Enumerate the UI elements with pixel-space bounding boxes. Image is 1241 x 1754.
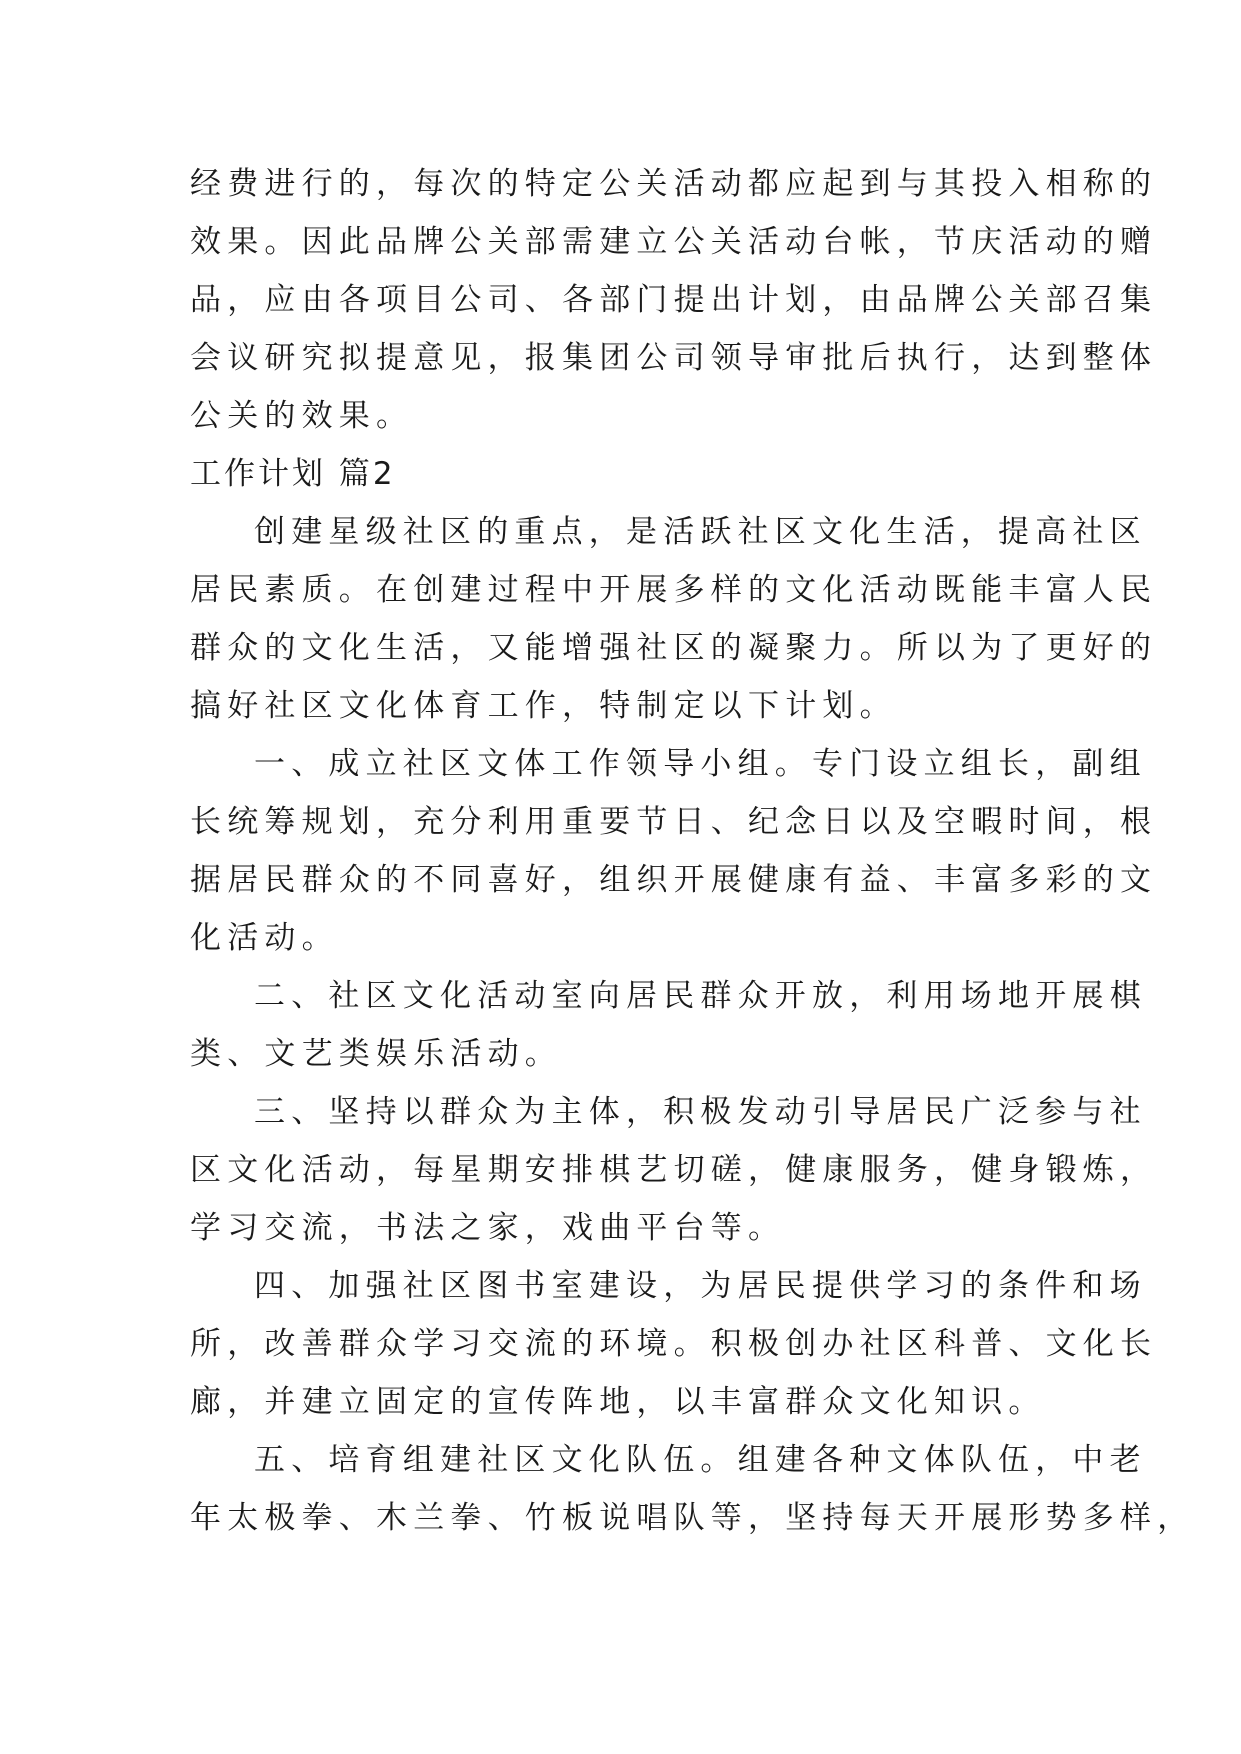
paragraph-line: 公关的效果。 <box>190 398 414 434</box>
paragraph-line: 搞好社区文化体育工作，特制定以下计划。 <box>190 688 897 724</box>
paragraph-line: 经费进行的，每次的特定公关活动都应起到与其投入相称的 <box>190 166 1158 202</box>
paragraph-line: 会议研究拟提意见，报集团公司领导审批后执行，达到整体 <box>190 340 1158 376</box>
paragraph-line: 一、成立社区文体工作领导小组。专门设立组长，副组 <box>254 746 1147 782</box>
section-heading: 工作计划 篇2 <box>190 456 396 492</box>
paragraph-line: 创建星级社区的重点，是活跃社区文化生活，提高社区 <box>254 514 1147 550</box>
paragraph-line: 居民素质。在创建过程中开展多样的文化活动既能丰富人民 <box>190 572 1158 608</box>
paragraph-line: 二、社区文化活动室向居民群众开放，利用场地开展棋 <box>254 978 1147 1014</box>
paragraph-line: 效果。因此品牌公关部需建立公关活动台帐，节庆活动的赠 <box>190 224 1158 260</box>
paragraph-line: 据居民群众的不同喜好，组织开展健康有益、丰富多彩的文 <box>190 862 1158 898</box>
paragraph-line: 长统筹规划，充分利用重要节日、纪念日以及空暇时间，根 <box>190 804 1158 840</box>
paragraph-line: 品，应由各项目公司、各部门提出计划，由品牌公关部召集 <box>190 282 1158 318</box>
paragraph-line: 三、坚持以群众为主体，积极发动引导居民广泛参与社 <box>254 1094 1147 1130</box>
paragraph-line: 廊，并建立固定的宣传阵地，以丰富群众文化知识。 <box>190 1384 1046 1420</box>
paragraph-line: 所，改善群众学习交流的环境。积极创办社区科普、文化长 <box>190 1326 1158 1362</box>
paragraph-line: 五、培育组建社区文化队伍。组建各种文体队伍，中老 <box>254 1442 1147 1478</box>
paragraph-line: 类、文艺类娱乐活动。 <box>190 1036 562 1072</box>
paragraph-line: 区文化活动，每星期安排棋艺切磋，健康服务，健身锻炼， <box>190 1152 1158 1188</box>
paragraph-line: 群众的文化生活，又能增强社区的凝聚力。所以为了更好的 <box>190 630 1158 666</box>
paragraph-line: 四、加强社区图书室建设，为居民提供学习的条件和场 <box>254 1268 1147 1304</box>
paragraph-line: 化活动。 <box>190 920 339 956</box>
paragraph-line: 年太极拳、木兰拳、竹板说唱队等，坚持每天开展形势多样， <box>190 1500 1195 1536</box>
paragraph-line: 学习交流，书法之家，戏曲平台等。 <box>190 1210 786 1246</box>
